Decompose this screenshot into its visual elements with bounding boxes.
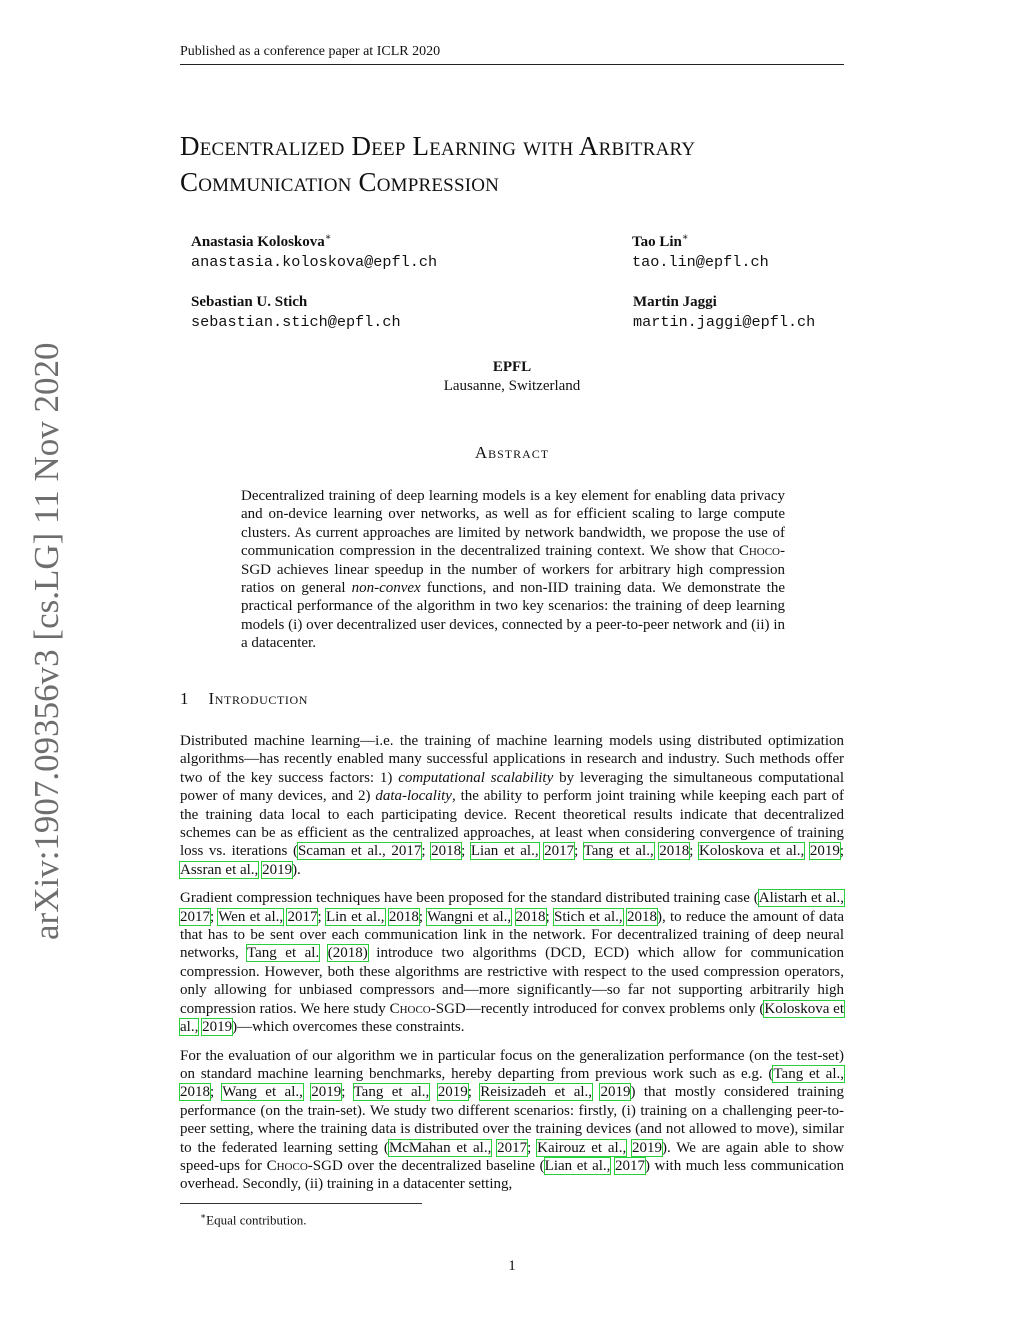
author-block-3 (191, 293, 401, 332)
footnote: ∗Equal contribution. (200, 1211, 307, 1228)
citation-link[interactable]: Tang et al. (247, 945, 320, 962)
citation-link[interactable]: 2019 (809, 843, 840, 860)
citation-link[interactable]: 2019 (437, 1084, 468, 1101)
running-header: Published as a conference paper at ICLR 2020 (180, 44, 441, 59)
citation-link[interactable]: 2017 (180, 908, 210, 925)
citation-link[interactable]: 2019 (600, 1084, 631, 1101)
citation-link[interactable]: Tang et al., (583, 843, 654, 860)
footnote-rule (180, 1203, 422, 1204)
author-name: Anastasia Koloskova∗ (191, 232, 332, 250)
citation-link[interactable]: Lian et al., (470, 843, 539, 860)
author-name: Tao Lin∗ (632, 232, 689, 250)
citation-link[interactable]: 2018 (388, 908, 419, 925)
citation-link[interactable]: Scaman et al., 2017 (297, 843, 422, 860)
citation-link[interactable]: 2018 (659, 843, 690, 860)
citation-link[interactable]: Wen et al., (218, 908, 284, 925)
citation-link[interactable]: 2019 (311, 1084, 342, 1101)
citation-link[interactable]: 2017 (544, 843, 575, 860)
citation-link[interactable]: 2017 (614, 1157, 645, 1174)
arxiv-stamp: arXiv:1907.09356v3 [cs.LG] 11 Nov 2020 (27, 342, 66, 940)
citation-link[interactable]: Wangni et al., (427, 908, 512, 925)
header-rule (180, 64, 844, 65)
title-line-2: Communication Compression (180, 167, 500, 197)
citation-link[interactable]: 2019 (632, 1139, 663, 1156)
page-number: 1 (508, 1258, 516, 1274)
author-block-4 (633, 293, 815, 332)
citation-link[interactable]: 2018 (180, 1084, 210, 1101)
section-number: 1 (180, 689, 189, 708)
citation-link[interactable]: Tang et al., (773, 1065, 844, 1082)
paper-title (180, 128, 850, 200)
paragraph-3: For the evaluation of our algorithm we in particular focus on the generalization performance (on the test-set) on standard machine learning benchmarks, hereby departing from previous work such as e.g. (Tang et al., 2018; Wang et al., 2019; Tang et al., 2019; Reisizadeh et al., 2019) that mostly considered training performance (on the train-set). We study two different scenarios: firstly, (i) training on a challenging peer-to-peer setting, where the training data is distributed over the training devices (and not allowed to move), similar to the federated learning setting (McMahan et al., 2017; Kairouz et al., 2019). We are again able to show speed-ups for Choco-SGD over the decentralized baseline (Lian et al., 2017) with much less communication overhead. Secondly, (ii) training in a datacenter setting, (180, 1047, 845, 1193)
abstract-body: Decentralized training of deep learning models is a key element for enabling data privacy and on-device learning over networks, as well as for efficient scaling to large compute clusters. As current approaches are limited by network bandwidth, we propose the use of communication compression in the decentralized training context. We show that Choco-SGD achieves linear speedup in the number of workers for arbitrary high compression ratios on general non-convex functions, and non-IID training data. We demonstrate the practical performance of the algorithm in two key scenarios: the training of deep learning models (i) over decentralized user devices, connected by a peer-to-peer network and (ii) in a datacenter. (241, 488, 785, 652)
section-body (180, 732, 844, 1204)
citation-link[interactable]: 2017 (287, 908, 318, 925)
author-name: Sebastian U. Stich (191, 294, 308, 310)
institution: EPFL (492, 359, 532, 375)
abstract-heading: Abstract (474, 443, 550, 462)
author-name: Martin Jaggi (633, 294, 717, 310)
affiliation (380, 358, 644, 396)
author-email[interactable]: sebastian.stich@epfl.ch (191, 313, 401, 331)
author-email[interactable]: martin.jaggi@epfl.ch (633, 313, 816, 331)
paragraph-2: Gradient compression techniques have been proposed for the standard distributed training case (Alistarh et al., 2017; Wen et al., 2017; Lin et al., 2018; Wangni et al., 2018; Stich et al., 2018), to reduce the amount of data that has to be sent over each communication link in the network. For decentralized training of deep neural networks, Tang et al. (2018) introduce two algorithms (DCD, ECD) which allow for communication compression. However, both these algorithms are restrictive with respect to the used compression operators, only allowing for unbiased compressors and—more significantly—so far not supporting arbitrarily high compression ratios. We here study Choco-SGD—recently introduced for convex problems only (Koloskova et al., 2019)—which overcomes these constraints. (180, 890, 845, 1036)
citation-link[interactable]: Koloskova et al., (180, 1000, 844, 1036)
citation-link[interactable]: 2018 (626, 908, 657, 925)
citation-link[interactable]: Reisizadeh et al., (480, 1084, 593, 1101)
citation-link[interactable]: 2018 (515, 908, 546, 925)
citation-link[interactable]: (2018) (327, 945, 368, 962)
citation-link[interactable]: Kairouz et al., (537, 1139, 627, 1156)
citation-link[interactable]: Alistarh et al., (758, 890, 844, 907)
author-block-2 (632, 228, 769, 272)
citation-link[interactable]: 2018 (431, 843, 462, 860)
author-email[interactable]: anastasia.koloskova@epfl.ch (191, 253, 438, 271)
citation-link[interactable]: 2017 (497, 1139, 528, 1156)
citation-link[interactable]: Lin et al., (325, 908, 385, 925)
citation-link[interactable]: Koloskova et al., (699, 843, 805, 860)
citation-link[interactable]: Assran et al., (180, 861, 259, 878)
citation-link[interactable]: Lian et al., (544, 1157, 611, 1174)
citation-link[interactable]: Wang et al., (222, 1084, 303, 1101)
author-email[interactable]: tao.lin@epfl.ch (632, 253, 769, 271)
paragraph-1: Distributed machine learning—i.e. the training of machine learning models using distributed optimization algorithms—has recently enabled many successful applications in research and industry. Such methods offer two of the key success factors: 1) computational scalability by leveraging the simultaneous computational power of many devices, and 2) data-locality, the ability to perform joint training while keeping each part of the training data local to each participating device. Recent theoretical results indicate that decentralized schemes can be as efficient as the centralized approaches, at least when considering convergence of training loss vs. iterations (Scaman et al., 2017; 2018; Lian et al., 2017; Tang et al., 2018; Koloskova et al., 2019; Assran et al., 2019). (180, 733, 845, 878)
title-line-1: Decentralized Deep Learning with Arbitrary (180, 131, 696, 161)
citation-link[interactable]: 2019 (262, 861, 293, 878)
author-block-1 (191, 228, 437, 272)
citation-link[interactable]: 2019 (202, 1019, 233, 1036)
citation-link[interactable]: Tang et al., (353, 1084, 430, 1101)
section-heading (180, 689, 308, 709)
citation-link[interactable]: McMahan et al., (388, 1139, 492, 1156)
location: Lausanne, Switzerland (443, 378, 581, 394)
citation-link[interactable]: Stich et al., (554, 908, 623, 925)
section-title: Introduction (208, 689, 309, 708)
